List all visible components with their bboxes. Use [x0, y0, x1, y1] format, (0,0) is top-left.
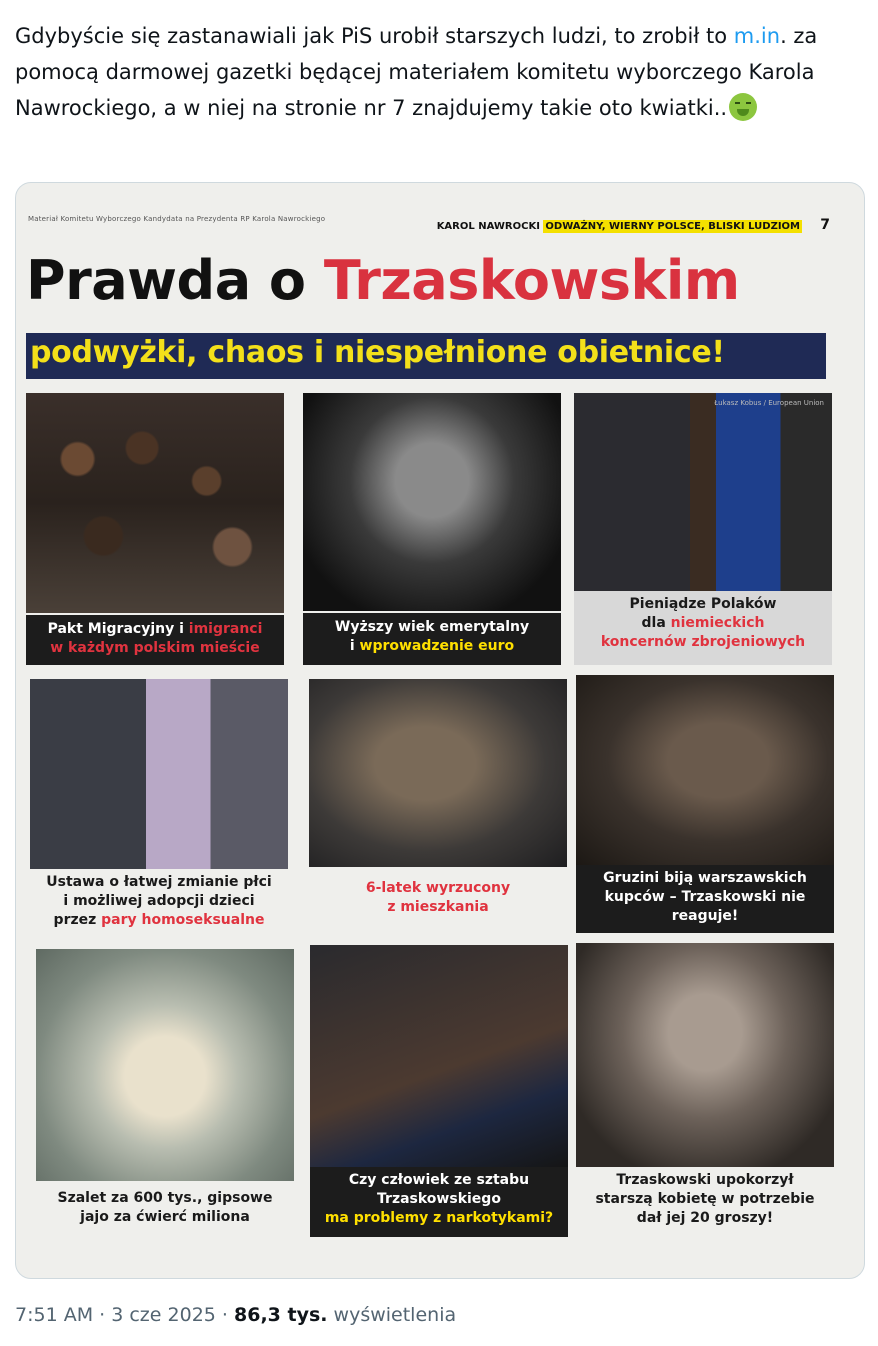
flyer-brand: KAROL NAWROCKI [436, 221, 540, 232]
hand-knife-photo [576, 675, 834, 865]
tile-georgians [576, 675, 834, 933]
old-woman-photo [576, 943, 834, 1167]
views-count: 86,3 tys. [234, 1304, 328, 1326]
flyer-headline [26, 249, 740, 312]
tile-toilet [36, 949, 294, 1245]
tile-evicted-child [309, 679, 567, 937]
tile-old-woman [576, 943, 834, 1235]
tile-caption: Trzaskowski upokorzył starszą kobietę w potrzebie dał jej 20 groszy! [576, 1169, 834, 1235]
headline-part2: Trzaskowskim [323, 249, 740, 312]
tile-caption: Gruzini biją warszawskich kupców – Trzaskowski nie reaguje! [576, 865, 834, 933]
flyer-page-number: 7 [820, 217, 830, 233]
headline-part1: Prawda o [26, 249, 306, 312]
tweet-date[interactable]: 3 cze 2025 [111, 1304, 216, 1326]
tweet-meta: 7:51 AM · 3 cze 2025 · 86,3 tys. wyświetlenia [15, 1304, 457, 1326]
tile-caption: Pieniądze Polaków dla niemieckich koncernów zbrojeniowych [574, 591, 832, 665]
views-label: wyświetlenia [327, 1304, 457, 1326]
tile-money [574, 393, 832, 665]
flyer-disclaimer: Materiał Komitetu Wyborczego Kandydata na Prezydenta RP Karola Nawrockiego [28, 215, 326, 223]
toilet-photo [36, 949, 294, 1181]
photo-credit: Łukasz Kobus / European Union [714, 399, 824, 407]
tile-caption: Czy człowiek ze sztabu Trzaskowskiego ma problemy z narkotykami? [310, 1167, 568, 1237]
tweet-text-start: Gdybyście się zastanawiali jak PiS urobił starszych ludzi, to zrobił to [15, 24, 734, 48]
tweet-image[interactable] [15, 182, 865, 1279]
children-photo [309, 679, 567, 867]
flyer-brand-line [437, 221, 802, 232]
tile-retirement [303, 393, 561, 665]
flyer-slogan: ODWAŻNY, WIERNY POLSCE, BLISKI LUDZIOM [545, 221, 800, 232]
hashtag-link[interactable]: m.in [733, 24, 781, 48]
tile-caption: Pakt Migracyjny i imigranci w każdym polskim mieście [26, 615, 284, 665]
tweet-text-end: . za pomocą darmowej gazetki będącej materiałem komitetu wyborczego Karola Nawrockiego, a w niej na stronie nr 7 znajdujemy takie oto kwiatki.. [15, 24, 818, 120]
politicians-photo [574, 393, 832, 591]
tweet-time[interactable]: 7:51 AM [15, 1304, 94, 1326]
lying-man-photo [310, 945, 568, 1167]
tile-drugs [310, 945, 568, 1237]
crowd-photo [26, 393, 284, 613]
tile-caption: Ustawa o łatwej zmianie płci i możliwej adopcji dzieci przez pary homoseksualne [30, 871, 288, 937]
tile-gender-law [30, 679, 288, 937]
flyer-subheadline: podwyżki, chaos i niespełnione obietnice! [30, 335, 725, 370]
nauseated-face-icon [729, 93, 757, 121]
rally-photo [30, 679, 288, 869]
old-man-photo [303, 393, 561, 611]
tile-caption: Szalet za 600 tys., gipsowe jajo za ćwierć miliona [36, 1189, 294, 1239]
tile-migration [26, 393, 284, 665]
tile-caption: 6-latek wyrzucony z mieszkania [309, 879, 567, 929]
tile-caption: Wyższy wiek emerytalny i wprowadzenie euro [303, 613, 561, 665]
tweet-text [15, 18, 870, 126]
